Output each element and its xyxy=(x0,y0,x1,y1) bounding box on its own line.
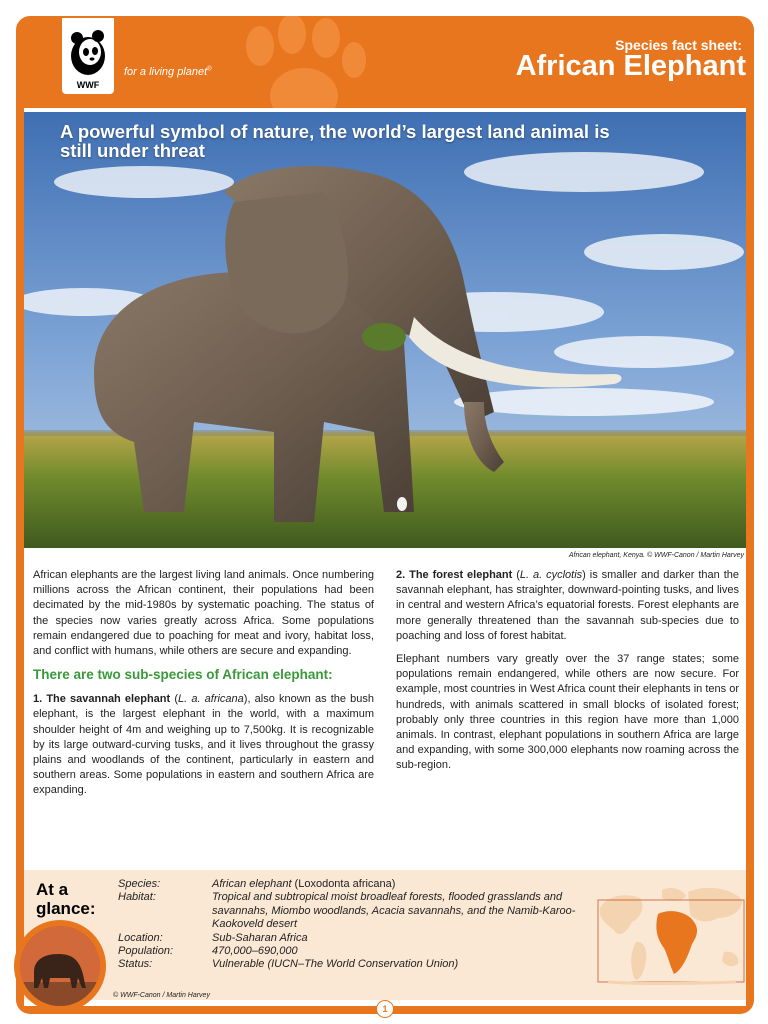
location-value: Sub-Saharan Africa xyxy=(212,931,308,944)
subspecies-subhead: There are two sub-species of African elephant: xyxy=(33,667,333,683)
species-label: Species: xyxy=(118,878,161,890)
wwf-logo[interactable] xyxy=(62,18,114,94)
panda-icon xyxy=(68,26,108,78)
body-column-right xyxy=(396,568,739,782)
glance-photo-circle xyxy=(14,920,106,1012)
kicker: Species fact sheet: xyxy=(615,37,742,53)
pawprint-watermark-icon xyxy=(230,16,380,108)
facts-values xyxy=(212,878,617,972)
hero-photo xyxy=(24,112,746,548)
photo-caption: African elephant, Kenya. © WWF-Canon / Martin Harvey xyxy=(568,552,744,559)
location-label: Location: xyxy=(118,931,163,944)
species-value: African elephant (Loxodonta africana) xyxy=(212,878,396,890)
facts-labels xyxy=(118,878,173,972)
hero-headline: A powerful symbol of nature, the world’s largest land animal is still under threat xyxy=(60,121,610,161)
habitat-value: Tropical and subtropical moist broadleaf forests, flooded grasslands and savannahs, Miombo woodlands, Acacia savannahs, and the Namib-Karoo-Kaokoveld desert xyxy=(212,891,576,931)
population-label: Population: xyxy=(118,945,174,958)
tagline: for a living planet® xyxy=(124,66,212,78)
elephant-photo xyxy=(24,112,746,548)
status-value: Vulnerable (IUCN–The World Conservation Union) xyxy=(212,958,459,971)
at-a-glance-title: At a glance: xyxy=(36,880,96,918)
wwf-wordmark: WWF xyxy=(76,80,100,90)
forest-paragraph: 2. The forest elephant (L. a. cyclotis) is smaller and darker than the savannah elephant, has straighter, downward-pointing tusks, and lives in central and western Africa’s equatorial forests. Forest elephants are more generally threatened than the savannah sub-species due to poaching and loss of forest habitat. xyxy=(396,569,739,642)
intro-paragraph: African elephants are the largest living land animals. Once numbering millions across the African continent, their populations had been decimated by the mid-1980s by systematic poaching. The status of the species now varies greatly across Africa. Some populations remain endangered due to poaching for meat and ivory, habitat loss, and conflict with humans, while others are secure and expanding. xyxy=(33,569,374,658)
body-column-left xyxy=(33,568,374,807)
status-label: Status: xyxy=(118,958,153,971)
glance-photo-credit: © WWF-Canon / Martin Harvey xyxy=(113,992,210,999)
habitat-label: Habitat: xyxy=(118,891,156,904)
elephant-silhouette-icon xyxy=(20,926,100,1006)
numbers-paragraph: Elephant numbers vary greatly over the 37 range states; some populations remain endangered, while others are now secure. For example, most countries in West Africa count their elephants in tens or hundreds, with animals scattered in small blocks of isolated forest; probably only three countries in this region have more than 1,000 animals. In contrast, elephant populations in southern Africa are large and expanding, with some 300,000 elephants now roaming across the sub-region. xyxy=(396,653,739,772)
africa-range-map xyxy=(596,878,746,990)
page-number: 1 xyxy=(376,1000,394,1018)
savannah-paragraph: 1. The savannah elephant (L. a. africana), also known as the bush elephant, is the largest elephant in the world, with a maximum shoulder height of 4m and weighing up to 7,500kg. It is recognizable by its large outward-curving tusks, and it lives throughout the grassy plains and woodlands of the continent, particularly in eastern and southern areas. Some populations in eastern and southern Africa are expanding. xyxy=(33,693,375,797)
page-title: African Elephant xyxy=(515,50,746,82)
population-value: 470,000–690,000 xyxy=(212,945,298,958)
